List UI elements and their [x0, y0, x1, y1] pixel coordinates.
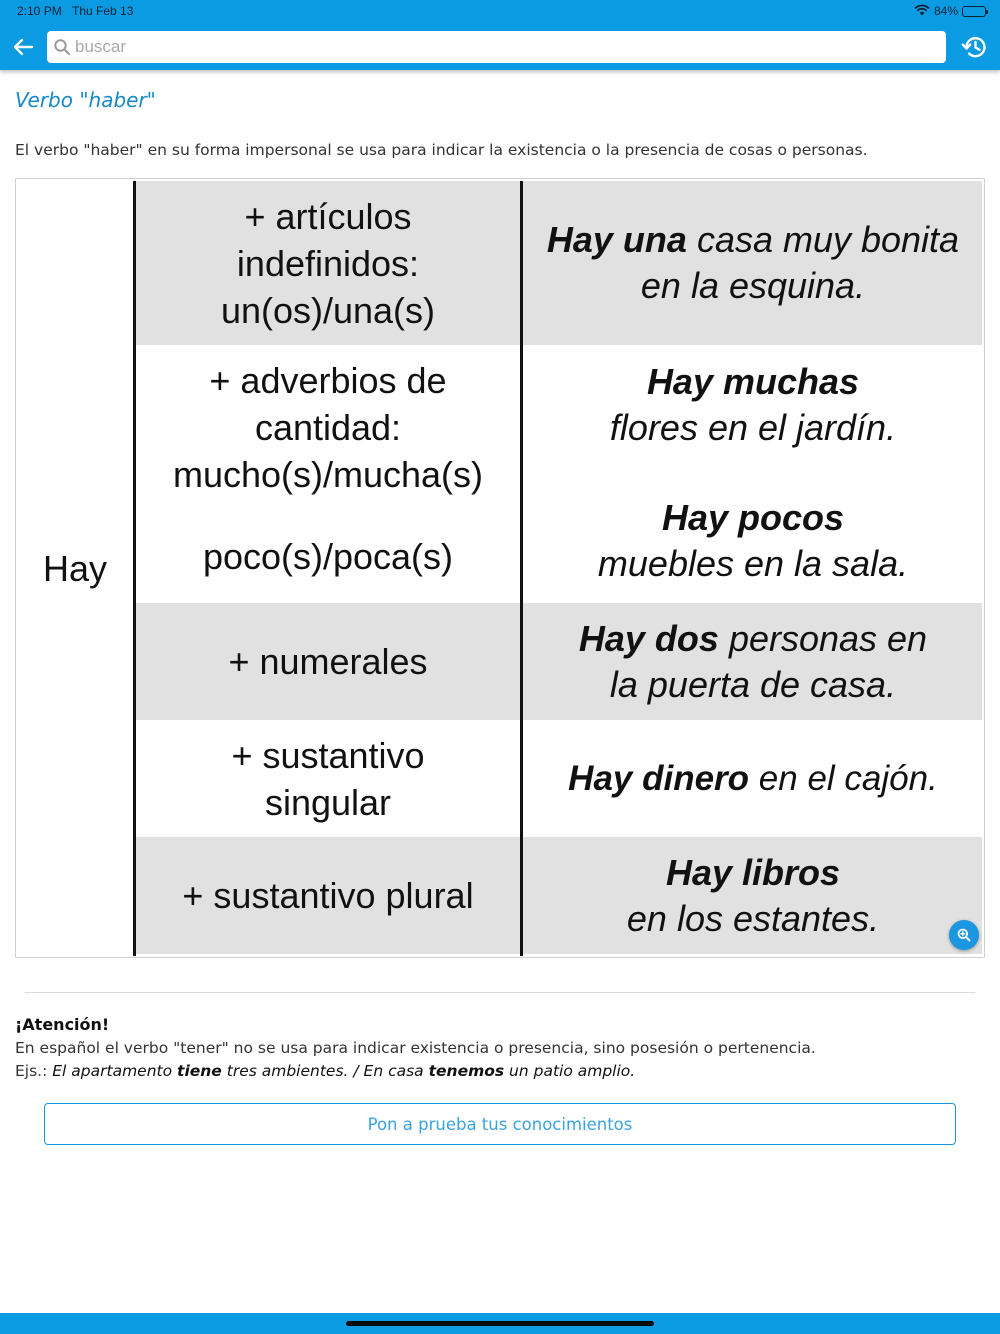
- rule-line: + adverbios de: [209, 360, 447, 401]
- example-cell: [524, 603, 982, 720]
- rule-line: indefinidos:: [236, 242, 420, 284]
- example-text: muebles en la sala.: [597, 543, 909, 584]
- rule-line: + numerales: [228, 641, 428, 682]
- table-divider: [133, 181, 136, 956]
- search-icon: [53, 38, 71, 56]
- page-title: Verbo "haber": [15, 88, 156, 112]
- example-text: un patio amplio.: [504, 1062, 636, 1080]
- rule-cell: [136, 510, 520, 603]
- table-row: [136, 181, 982, 345]
- rule-line: singular: [264, 781, 392, 823]
- zoom-in-icon: [956, 927, 972, 943]
- rule-cell: [136, 603, 520, 720]
- rule-line: un(os)/una(s): [220, 289, 436, 331]
- example-text: personas en la puerta de casa.: [609, 617, 928, 705]
- grammar-table-image: [15, 178, 985, 958]
- table-row: [136, 720, 982, 837]
- table-row: [136, 345, 982, 603]
- example-text: casa muy bonita en la esquina.: [640, 219, 960, 306]
- status-indicators: [914, 3, 986, 19]
- status-date: Thu Feb 13: [72, 4, 134, 18]
- example-bold: Hay libros: [665, 851, 841, 893]
- example-bold: Hay una: [546, 219, 687, 260]
- table-divider: [520, 181, 523, 956]
- battery-percent: 84%: [933, 4, 958, 18]
- attention-title: ¡Atención!: [15, 1015, 110, 1034]
- attention-examples: [15, 1062, 635, 1080]
- example-text: flores en el jardín.: [609, 407, 897, 448]
- rule-line: + sustantivo plural: [182, 875, 474, 916]
- example-bold: Hay pocos: [661, 497, 845, 538]
- rule-line: mucho(s)/mucha(s): [172, 454, 484, 495]
- table-row: [136, 837, 982, 954]
- table-row: [136, 603, 982, 720]
- search-bar[interactable]: [47, 31, 946, 63]
- home-indicator[interactable]: [346, 1321, 654, 1326]
- example-cell: [524, 720, 982, 837]
- example-bold: tenemos: [428, 1062, 505, 1080]
- example-bold: Hay dos: [578, 617, 719, 659]
- grammar-table: [16, 179, 984, 957]
- attention-text: En español el verbo "tener" no se usa para indicar existencia o presencia, sino posesión o pertenencia.: [15, 1039, 816, 1057]
- rule-line: + sustantivo: [231, 734, 425, 776]
- search-input[interactable]: [75, 37, 935, 57]
- rule-cell: [136, 345, 520, 510]
- example-cell: [524, 837, 982, 954]
- intro-text: El verbo "haber" en su forma impersonal se usa para indicar la existencia o la presencia de cosas o personas.: [15, 141, 868, 159]
- rule-line: poco(s)/poca(s): [202, 536, 454, 577]
- back-button[interactable]: [9, 33, 37, 61]
- examples-label: Ejs.:: [15, 1062, 53, 1080]
- rule-cell: [136, 181, 520, 345]
- example-text: en los estantes.: [626, 897, 880, 939]
- example-cell: [524, 345, 982, 465]
- history-icon: [960, 34, 988, 60]
- example-text: El apartamento: [52, 1062, 178, 1080]
- test-knowledge-button[interactable]: Pon a prueba tus conocimientos: [44, 1103, 956, 1145]
- verb-cell: [16, 179, 134, 957]
- rule-cell: [136, 837, 520, 954]
- battery-icon: [962, 6, 986, 17]
- zoom-button[interactable]: [949, 920, 979, 950]
- example-text: en el cajón.: [749, 758, 938, 798]
- example-cell: [524, 181, 982, 345]
- example-text: tres ambientes. / En casa: [221, 1062, 429, 1080]
- verb-label: Hay: [42, 548, 108, 589]
- example-bold: tiene: [177, 1062, 222, 1080]
- arrow-left-icon: [12, 38, 34, 56]
- wifi-icon: [914, 4, 930, 19]
- example-cell: [524, 481, 982, 601]
- status-time: 2:10 PM: [17, 4, 62, 18]
- rule-line: cantidad:: [254, 407, 402, 448]
- history-button[interactable]: [959, 33, 989, 61]
- section-divider: [25, 992, 975, 993]
- example-bold: Hay dinero: [568, 758, 750, 798]
- rule-line: + artículos: [244, 195, 412, 237]
- rule-cell: [136, 720, 520, 837]
- example-bold: Hay muchas: [646, 361, 860, 402]
- top-bar: [0, 0, 1000, 70]
